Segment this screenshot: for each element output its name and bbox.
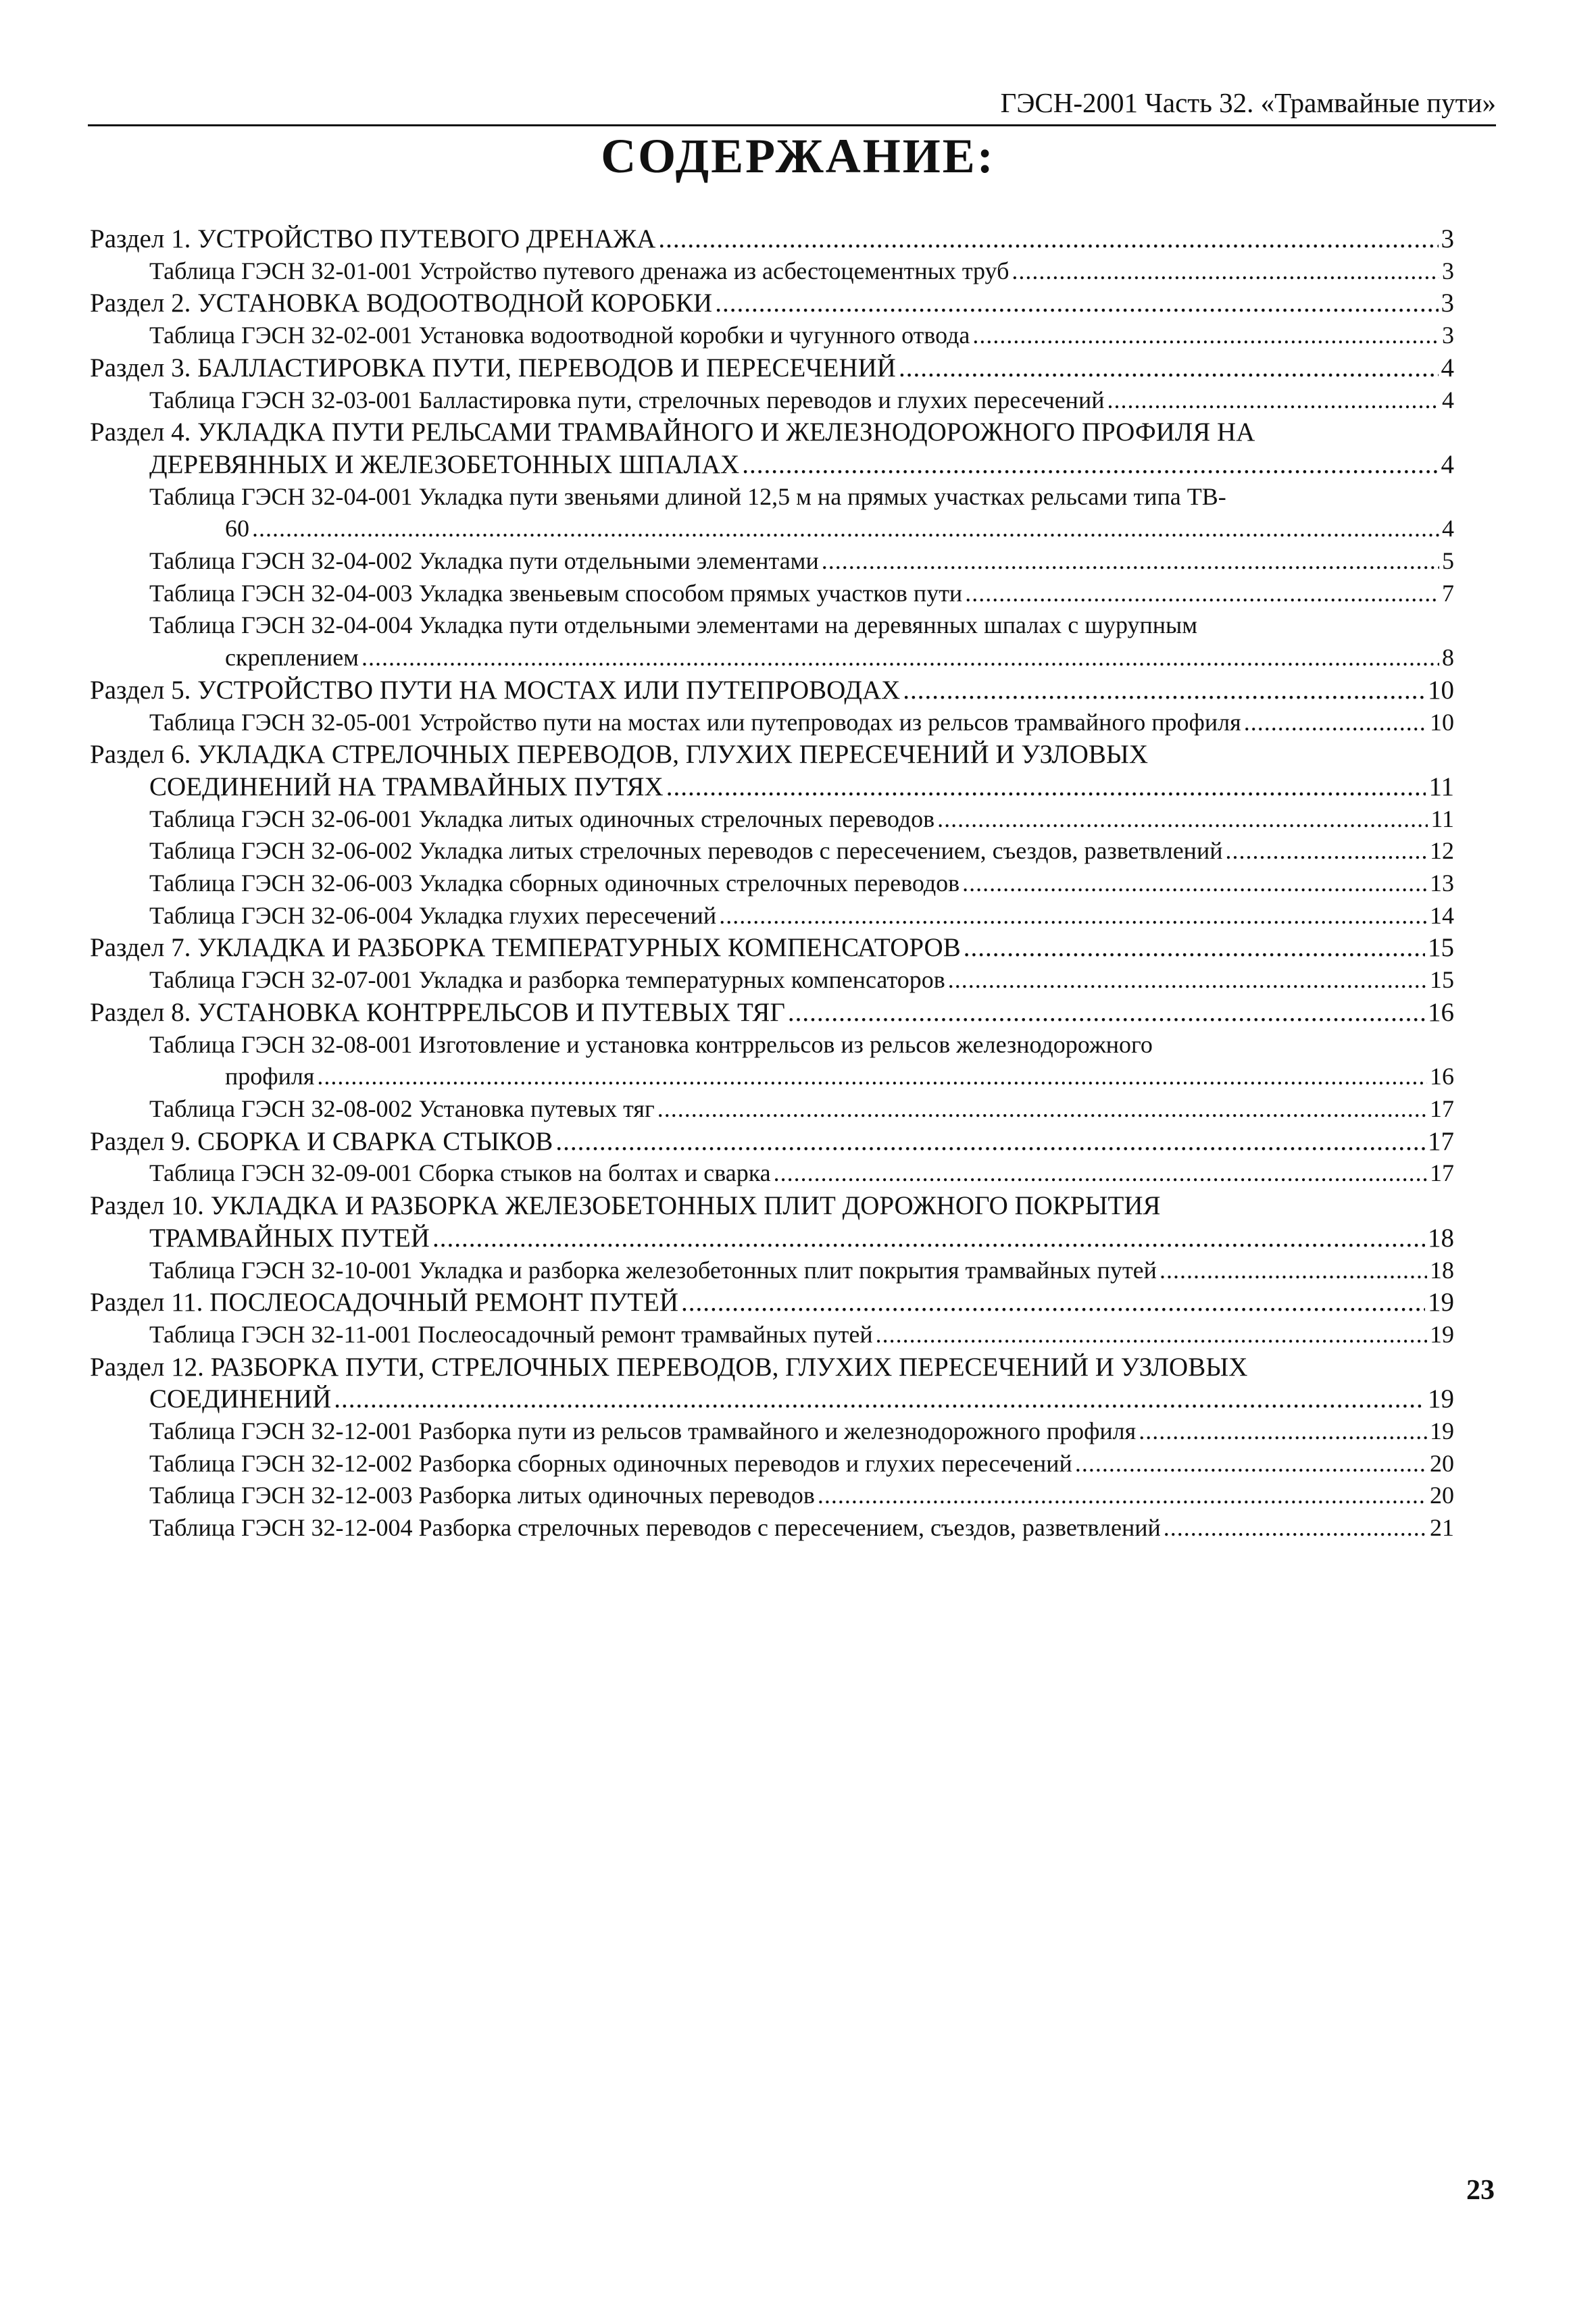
toc-table-entry[interactable] [90,609,1454,674]
toc-entry-text: Таблица ГЭСН 32-12-004 Разборка стрелочных переводов с пересечением, съездов, разветвлений [149,1514,1161,1542]
toc-table-entry[interactable] [90,1448,1454,1480]
toc-entry-text: профиля [225,1063,315,1090]
toc-table-entry[interactable] [90,481,1454,545]
toc-page-number: 21 [1430,1514,1454,1542]
toc-page-number: 5 [1442,547,1454,575]
toc-page-number: 7 [1442,579,1454,607]
dot-leader [666,771,1426,803]
toc-page-number: 16 [1428,997,1454,1027]
toc-page-number: 16 [1430,1063,1454,1090]
toc-entry-text: 60 [225,515,249,543]
dot-leader [1107,384,1439,417]
toc-entry-text: скреплением [225,644,359,672]
toc-entry-line [90,1029,1454,1061]
toc-section-entry[interactable] [90,738,1454,803]
toc-page-number: 20 [1430,1482,1454,1509]
toc-page-number: 4 [1441,449,1454,479]
toc-entry-text: Таблица ГЭСН 32-08-002 Установка путевых тяг [149,1095,655,1122]
toc-page-number: 3 [1441,224,1454,253]
toc-entry-line [90,1383,1454,1415]
toc-table-entry[interactable] [90,867,1454,900]
toc-entry-line [90,835,1454,867]
toc-entry-line [90,642,1454,674]
header-rule [88,124,1496,126]
toc-entry-line [90,287,1454,320]
toc-entry-line [90,449,1454,481]
dot-leader [432,1222,1425,1255]
toc-entry-line [90,1255,1454,1287]
toc-page-number: 11 [1430,805,1454,832]
toc-entry-line [90,1448,1454,1480]
toc-entry-text: Раздел 10. УКЛАДКА И РАЗБОРКА ЖЕЛЕЗОБЕТОННЫХ ПЛИТ ДОРОЖНОГО ПОКРЫТИЯ [90,1191,1161,1221]
toc-entry-text: Таблица ГЭСН 32-07-001 Укладка и разборка температурных компенсаторов [149,966,945,994]
toc-page-number: 17 [1430,1095,1454,1122]
toc-page-number: 4 [1442,515,1454,543]
toc-entry-text: Таблица ГЭСН 32-05-001 Устройство пути на мостах или путепроводах из рельсов трамвайного профиля [149,708,1241,736]
toc-table-entry[interactable] [90,835,1454,867]
toc-page-number: 3 [1442,257,1454,284]
toc-page-number: 18 [1430,1256,1454,1284]
toc-entry-text: Таблица ГЭСН 32-12-002 Разборка сборных одиночных переводов и глухих пересечений [149,1449,1072,1477]
table-of-contents [90,223,1454,1544]
toc-page-number: 4 [1441,353,1454,382]
toc-entry-line [90,771,1454,803]
toc-page-number: 10 [1428,675,1454,705]
toc-entry-line [90,1093,1454,1126]
toc-entry-text: ТРАМВАЙНЫХ ПУТЕЙ [149,1223,430,1253]
toc-page-number: 11 [1428,772,1454,801]
toc-entry-line [90,481,1454,513]
toc-page-number: 20 [1430,1449,1454,1477]
toc-table-entry[interactable] [90,578,1454,610]
toc-table-entry[interactable] [90,1415,1454,1448]
page-title: СОДЕРЖАНИЕ: [601,129,995,183]
toc-entry-line [90,513,1454,545]
toc-table-entry[interactable] [90,900,1454,932]
toc-entry-text: Раздел 3. БАЛЛАСТИРОВКА ПУТИ, ПЕРЕВОДОВ И ПЕРЕСЕЧЕНИЙ [90,353,896,382]
toc-section-entry[interactable] [90,223,1454,255]
toc-entry-text: СОЕДИНЕНИЙ [149,1384,332,1414]
toc-page-number: 17 [1430,1159,1454,1187]
toc-entry-line [90,1319,1454,1351]
toc-entry-text: Раздел 7. УКЛАДКА И РАЗБОРКА ТЕМПЕРАТУРНЫХ КОМПЕНСАТОРОВ [90,933,961,963]
toc-entry-text: Таблица ГЭСН 32-10-001 Укладка и разборка железобетонных плит покрытия трамвайных путей [149,1256,1157,1284]
toc-section-entry[interactable] [90,287,1454,320]
toc-table-entry[interactable] [90,1255,1454,1287]
toc-entry-text: Раздел 1. УСТРОЙСТВО ПУТЕВОГО ДРЕНАЖА [90,224,656,253]
toc-page-number: 4 [1442,386,1454,413]
toc-entry-text: Таблица ГЭСН 32-12-003 Разборка литых одиночных переводов [149,1482,815,1509]
dot-leader [317,1061,1427,1093]
toc-entry-line [90,223,1454,255]
toc-entry-text: Таблица ГЭСН 32-08-001 Изготовление и установка контррельсов из рельсов железнодорожного [149,1030,1153,1058]
toc-entry-line [90,803,1454,836]
toc-page-number: 19 [1428,1384,1454,1414]
toc-table-entry[interactable] [90,964,1454,997]
toc-entry-text: Таблица ГЭСН 32-12-001 Разборка пути из рельсов трамвайного и железнодорожного профиля [149,1417,1137,1445]
toc-section-entry[interactable] [90,1286,1454,1319]
toc-entry-line [90,545,1454,578]
toc-table-entry[interactable] [90,545,1454,578]
toc-page-number: 10 [1430,708,1454,736]
toc-entry-text: Таблица ГЭСН 32-06-001 Укладка литых одиночных стрелочных переводов [149,805,935,832]
toc-entry-line [90,932,1454,964]
dot-leader [788,997,1425,1029]
toc-page-number: 3 [1442,322,1454,349]
toc-entry-text: Таблица ГЭСН 32-09-001 Сборка стыков на болтах и сварка [149,1159,771,1187]
dot-leader [876,1319,1427,1351]
toc-entry-text: Раздел 11. ПОСЛЕОСАДОЧНЫЙ РЕМОНТ ПУТЕЙ [90,1288,679,1317]
toc-entry-line [90,1512,1454,1544]
toc-page-number: 15 [1428,933,1454,963]
toc-entry-line [90,1415,1454,1448]
toc-section-entry[interactable] [90,1126,1454,1158]
toc-section-entry[interactable] [90,932,1454,964]
dot-leader [719,900,1427,932]
toc-entry-text: Раздел 5. УСТРОЙСТВО ПУТИ НА МОСТАХ ИЛИ ПУТЕПРОВОДАХ [90,675,901,705]
toc-entry-line [90,964,1454,997]
toc-page-number: 13 [1430,870,1454,897]
toc-page-number: 19 [1428,1288,1454,1317]
toc-entry-text: Таблица ГЭСН 32-06-004 Укладка глухих пересечений [149,901,717,929]
dot-leader [555,1126,1425,1158]
toc-entry-line [90,997,1454,1029]
dot-leader [334,1383,1425,1415]
toc-page-number: 19 [1430,1320,1454,1348]
toc-entry-line [90,609,1454,642]
dot-leader [948,964,1427,997]
toc-entry-text: Таблица ГЭСН 32-04-002 Укладка пути отдельными элементами [149,547,819,575]
dot-leader [903,674,1425,707]
toc-table-entry[interactable] [90,1093,1454,1126]
toc-page-number: 17 [1428,1126,1454,1156]
toc-entry-text: ДЕРЕВЯННЫХ И ЖЕЛЕЗОБЕТОННЫХ ШПАЛАХ [149,449,740,479]
toc-table-entry[interactable] [90,1029,1454,1093]
toc-section-entry[interactable] [90,352,1454,384]
dot-leader [1139,1415,1427,1448]
dot-leader [822,545,1439,578]
toc-entry-text: Таблица ГЭСН 32-06-002 Укладка литых стрелочных переводов с пересечением, съездов, разветвлений [149,837,1223,865]
dot-leader [742,449,1438,481]
toc-table-entry[interactable] [90,707,1454,739]
dot-leader [1012,255,1439,288]
toc-entry-text: Раздел 4. УКЛАДКА ПУТИ РЕЛЬСАМИ ТРАМВАЙНОГО И ЖЕЛЕЗНОДОРОЖНОГО ПРОФИЛЯ НА [90,418,1255,447]
toc-page-number: 19 [1430,1417,1454,1445]
toc-section-entry[interactable] [90,1351,1454,1415]
toc-entry-text: Раздел 2. УСТАНОВКА ВОДООТВОДНОЙ КОРОБКИ [90,288,713,318]
toc-section-entry[interactable] [90,674,1454,707]
toc-entry-text: Таблица ГЭСН 32-06-003 Укладка сборных одиночных стрелочных переводов [149,870,960,897]
toc-entry-line [90,900,1454,932]
dot-leader [818,1480,1427,1512]
dot-leader [715,287,1438,320]
toc-entry-text: Таблица ГЭСН 32-04-004 Укладка пути отдельными элементами на деревянных шпалах с шурупным [149,611,1197,639]
toc-entry-line [90,1157,1454,1190]
toc-entry-line [90,1351,1454,1384]
dot-leader [1225,835,1427,867]
toc-section-entry[interactable] [90,1190,1454,1254]
toc-entry-text: Таблица ГЭСН 32-11-001 Послеосадочный ремонт трамвайных путей [149,1320,873,1348]
toc-entry-text: Раздел 6. УКЛАДКА СТРЕЛОЧНЫХ ПЕРЕВОДОВ, ГЛУХИХ ПЕРЕСЕЧЕНИЙ И УЗЛОВЫХ [90,740,1149,770]
toc-entry-text: Таблица ГЭСН 32-03-001 Балластировка пути, стрелочных переводов и глухих пересечений [149,386,1105,413]
dot-leader [681,1286,1425,1319]
dot-leader [1164,1512,1427,1544]
toc-section-entry[interactable] [90,997,1454,1029]
dot-leader [361,642,1439,674]
toc-table-entry[interactable] [90,320,1454,352]
toc-entry-text: Раздел 9. СБОРКА И СВАРКА СТЫКОВ [90,1126,553,1156]
dot-leader [252,513,1439,545]
toc-table-entry[interactable] [90,803,1454,836]
toc-entry-line [90,1190,1454,1222]
toc-table-entry[interactable] [90,1512,1454,1544]
toc-entry-line [90,1480,1454,1512]
toc-entry-text: Раздел 12. РАЗБОРКА ПУТИ, СТРЕЛОЧНЫХ ПЕРЕВОДОВ, ГЛУХИХ ПЕРЕСЕЧЕНИЙ И УЗЛОВЫХ [90,1352,1248,1382]
toc-entry-text: СОЕДИНЕНИЙ НА ТРАМВАЙНЫХ ПУТЯХ [149,772,664,801]
dot-leader [1075,1448,1427,1480]
dot-leader [658,223,1438,255]
toc-page-number: 8 [1442,644,1454,672]
toc-table-entry[interactable] [90,1319,1454,1351]
toc-entry-line [90,384,1454,417]
dot-leader [965,578,1439,610]
toc-entry-line [90,578,1454,610]
toc-entry-line [90,738,1454,771]
toc-entry-line [90,674,1454,707]
toc-entry-line [90,320,1454,352]
toc-page-number: 15 [1430,966,1454,994]
dot-leader [962,867,1427,900]
dot-leader [1159,1255,1427,1287]
toc-entry-line [90,1061,1454,1093]
toc-entry-text: Таблица ГЭСН 32-02-001 Установка водоотводной коробки и чугунного отвода [149,322,970,349]
toc-entry-line [90,1126,1454,1158]
toc-table-entry[interactable] [90,384,1454,417]
toc-entry-line [90,867,1454,900]
running-header: ГЭСН-2001 Часть 32. «Трамвайные пути» [1000,87,1496,118]
dot-leader [774,1157,1427,1190]
toc-page-number: 14 [1430,901,1454,929]
toc-entry-line [90,1222,1454,1255]
toc-entry-text: Таблица ГЭСН 32-04-001 Укладка пути звеньями длиной 12,5 м на прямых участках рельсами типа ТВ- [149,482,1226,510]
toc-entry-line [90,416,1454,449]
toc-entry-text: Раздел 8. УСТАНОВКА КОНТРРЕЛЬСОВ И ПУТЕВЫХ ТЯГ [90,997,785,1027]
toc-entry-text: Таблица ГЭСН 32-01-001 Устройство путевого дренажа из асбестоцементных труб [149,257,1009,284]
dot-leader [972,320,1439,352]
toc-table-entry[interactable] [90,1480,1454,1512]
dot-leader [899,352,1439,384]
toc-section-entry[interactable] [90,416,1454,480]
toc-entry-line [90,707,1454,739]
dot-leader [1244,707,1427,739]
dot-leader [657,1093,1427,1126]
dot-leader [937,803,1428,836]
toc-entry-line [90,352,1454,384]
toc-table-entry[interactable] [90,255,1454,288]
toc-page-number: 3 [1441,288,1454,318]
page-number: 23 [1466,2175,1495,2206]
toc-page-number: 12 [1430,837,1454,865]
toc-page-number: 18 [1428,1223,1454,1253]
dot-leader [964,932,1425,964]
toc-entry-text: Таблица ГЭСН 32-04-003 Укладка звеньевым способом прямых участков пути [149,579,963,607]
toc-entry-line [90,255,1454,288]
toc-table-entry[interactable] [90,1157,1454,1190]
toc-entry-line [90,1286,1454,1319]
